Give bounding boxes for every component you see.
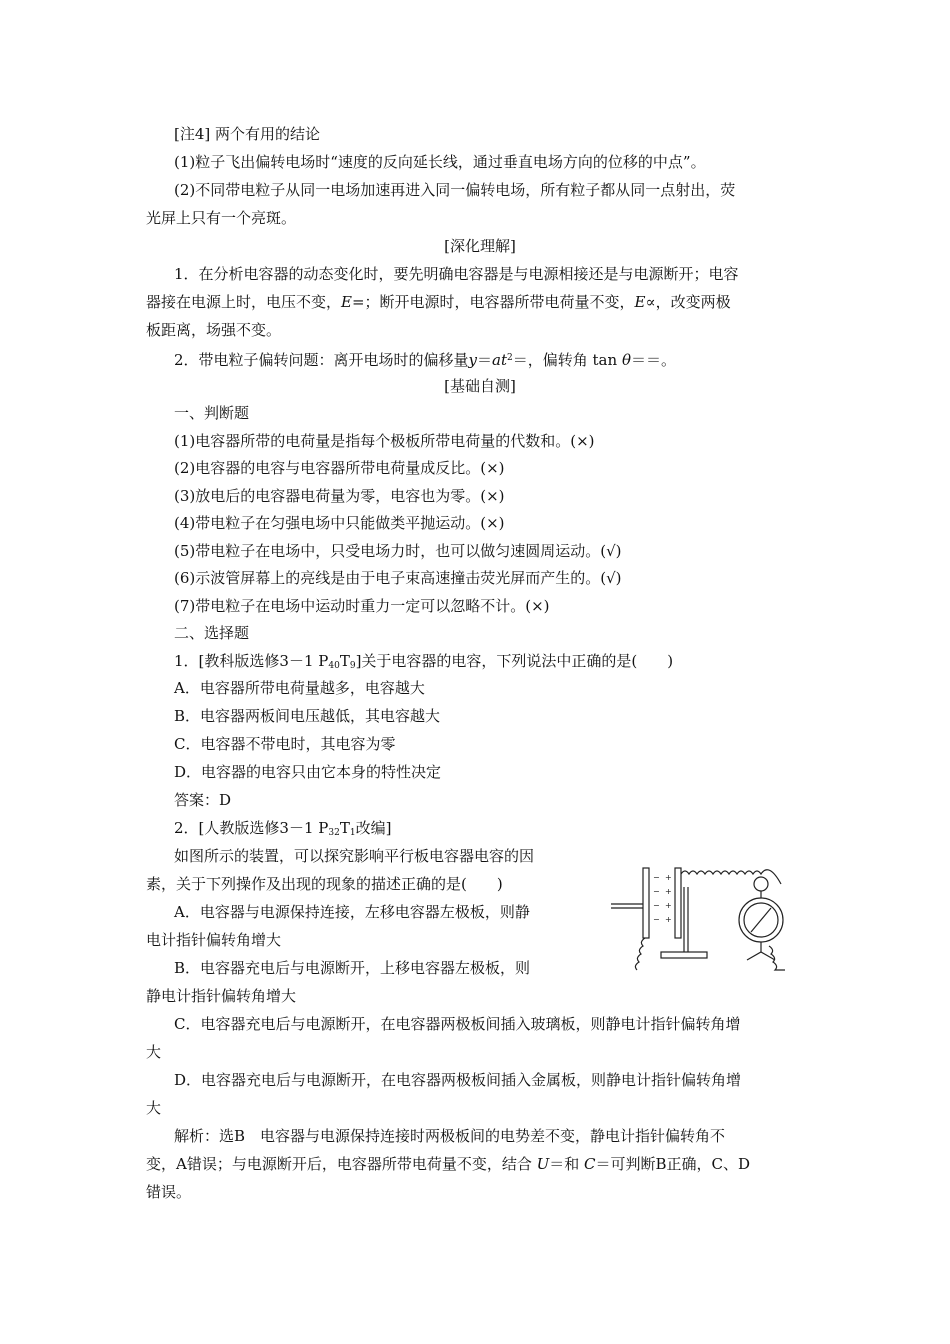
q2-solution-line3: 错误。 (146, 1183, 192, 1201)
deep-p2: 2．带电粒子偏转问题：离开电场时的偏移量$y=at^2=$，偏转角 tan θ＝＝。 (174, 351, 676, 369)
judge-item: (5)带电粒子在电场中，只受电场力时，也可以做匀速圆周运动。(√) (174, 542, 622, 560)
stand-base (661, 952, 707, 958)
section-judge-title: 一、判断题 (174, 404, 250, 422)
q1-option: A．电容器所带电荷量越多，电容越大 (174, 679, 425, 697)
svg-text:−: − (653, 915, 660, 924)
note4-line2a: (2)不同带电粒子从同一电场加速再进入同一偏转电场，所有粒子都从同一点射出，荧 (174, 181, 736, 199)
q2-option-d-line2: 大 (146, 1099, 162, 1117)
electrometer-needle (751, 908, 771, 932)
q2-option-c-line2: 大 (146, 1043, 162, 1061)
q1-stem: 1．[教科版选修3－1 $P_{40}T_9$]关于电容器的电容，下列说法中正确的是( ) (174, 652, 674, 671)
judge-item: (6)示波管屏幕上的亮线是由于电子束高速撞击荧光屏而产生的。(√) (174, 569, 622, 587)
q2-option-a-line2: 电计指针偏转角增大 (146, 931, 282, 949)
ground-wire (635, 938, 645, 970)
q2-solution-line2: 变，A错误；与电源断开后，电容器所带电荷量不变，结合 U＝和 C＝可判断B正确，C、D (146, 1155, 751, 1173)
judge-item: (4)带电粒子在匀强电场中只能做类平抛运动。(×) (174, 514, 505, 532)
basic-heading: [基础自测] (444, 377, 516, 395)
right-plate (675, 868, 681, 938)
electrometer-knob (754, 877, 768, 891)
judge-item: (1)电容器所带的电荷量是指每个极板所带电荷量的代数和。(×) (174, 432, 595, 450)
deep-p1a: 1．在分析电容器的动态变化时，要先明确电容器是与电源相接还是与电源断开；电容 (174, 265, 739, 283)
q2-stem-a: 如图所示的装置，可以探究影响平行板电容器电容的因 (174, 847, 535, 865)
note4-line1: (1)粒子飞出偏转电场时“速度的反向延长线，通过垂直电场方向的位移的中点”。 (174, 153, 706, 171)
left-plate (643, 868, 649, 938)
connecting-wire (681, 870, 781, 884)
svg-text:+: + (665, 873, 672, 882)
q2-option-b-line1: B．电容器充电后与电源断开，上移电容器左极板，则 (174, 959, 531, 977)
q1-option: B．电容器两板间电压越低，其电容越大 (174, 707, 441, 725)
deep-heading: [深化理解] (444, 237, 516, 255)
q2-option-c-line1: C．电容器充电后与电源断开，在电容器两极板间插入玻璃板，则静电计指针偏转角增 (174, 1015, 741, 1033)
svg-text:−: − (653, 901, 660, 910)
charge-signs (653, 873, 672, 924)
capacitor-electrometer-figure (611, 842, 806, 972)
svg-text:+: + (665, 901, 672, 910)
q2-option-d-line1: D．电容器充电后与电源断开，在电容器两极板间插入金属板，则静电计指针偏转角增 (174, 1071, 742, 1089)
q1-option: D．电容器的电容只由它本身的特性决定 (174, 763, 442, 781)
deep-p1b: 器接在电源上时，电压不变，E=；断开电源时，电容器所带电荷量不变，E∝，改变两极 (146, 293, 731, 311)
judge-item: (3)放电后的电容器电荷量为零，电容也为零。(×) (174, 487, 505, 505)
electrometer-feet (747, 952, 775, 960)
svg-text:−: − (653, 873, 660, 882)
q2-stem-b: 素，关于下列操作及出现的现象的描述正确的是( ) (146, 875, 503, 893)
q1-answer: 答案：D (174, 791, 232, 809)
section-choice-title: 二、选择题 (174, 624, 250, 642)
svg-text:+: + (665, 915, 672, 924)
svg-text:+: + (665, 887, 672, 896)
deep-p1c: 板距离，场强不变。 (146, 321, 282, 339)
q2-source: 2．[人教版选修3－1 $P_{32}T_1$改编] (174, 819, 392, 838)
q2-solution-line1: 解析：选B 电容器与电源保持连接时两极板间的电势差不变，静电计指针偏转角不 (174, 1127, 726, 1145)
note4-line2b: 光屏上只有一个亮斑。 (146, 209, 297, 227)
note4-title: [注4] 两个有用的结论 (174, 125, 321, 143)
q2-option-a-line1: A．电容器与电源保持连接，左移电容器左极板，则静 (174, 903, 530, 921)
svg-text:−: − (653, 887, 660, 896)
judge-item: (2)电容器的电容与电容器所带电荷量成反比。(×) (174, 459, 505, 477)
q2-option-b-line2: 静电计指针偏转角增大 (146, 987, 297, 1005)
judge-item: (7)带电粒子在电场中运动时重力一定可以忽略不计。(×) (174, 597, 550, 615)
q1-option: C．电容器不带电时，其电容为零 (174, 735, 396, 753)
